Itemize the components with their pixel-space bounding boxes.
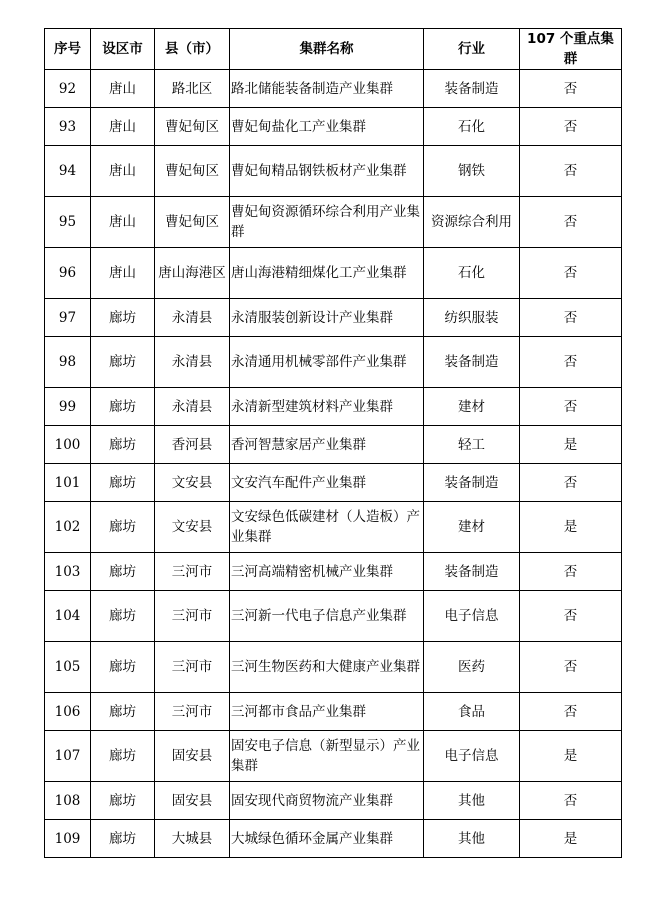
cell-city: 廊坊 [91,388,155,426]
cell-cluster-name: 固安电子信息（新型显示）产业集群 [230,731,424,782]
cell-no: 109 [45,820,91,858]
cell-county: 路北区 [155,70,230,108]
cell-cluster-name: 曹妃甸盐化工产业集群 [230,108,424,146]
table-row [45,146,622,197]
cell-no: 92 [45,70,91,108]
cell-industry: 电子信息 [424,731,520,782]
cell-industry: 装备制造 [424,553,520,591]
cell-city: 廊坊 [91,731,155,782]
cell-county: 曹妃甸区 [155,108,230,146]
cell-cluster-name: 香河智慧家居产业集群 [230,426,424,464]
cell-industry: 建材 [424,502,520,553]
cell-key-cluster: 否 [520,108,622,146]
cell-county: 固安县 [155,731,230,782]
cell-county: 三河市 [155,642,230,693]
cell-key-cluster: 否 [520,782,622,820]
table-row [45,337,622,388]
cell-no: 95 [45,197,91,248]
cell-key-cluster: 否 [520,197,622,248]
cell-industry: 其他 [424,782,520,820]
cell-industry: 其他 [424,820,520,858]
table-row [45,299,622,337]
table-row [45,553,622,591]
table-row [45,464,622,502]
cell-city: 唐山 [91,108,155,146]
table-row [45,731,622,782]
cell-key-cluster: 是 [520,502,622,553]
cell-cluster-name: 三河新一代电子信息产业集群 [230,591,424,642]
table-row [45,248,622,299]
cell-no: 105 [45,642,91,693]
cell-cluster-name: 文安绿色低碳建材（人造板）产业集群 [230,502,424,553]
cell-city: 廊坊 [91,820,155,858]
cell-industry: 建材 [424,388,520,426]
cell-city: 廊坊 [91,553,155,591]
table-header-row [45,29,622,70]
cell-cluster-name: 永清新型建筑材料产业集群 [230,388,424,426]
cell-no: 99 [45,388,91,426]
cell-no: 94 [45,146,91,197]
table-row [45,693,622,731]
cell-cluster-name: 永清通用机械零部件产业集群 [230,337,424,388]
cell-no: 96 [45,248,91,299]
header-city: 设区市 [91,29,155,70]
cell-county: 永清县 [155,388,230,426]
cell-cluster-name: 文安汽车配件产业集群 [230,464,424,502]
cell-city: 唐山 [91,197,155,248]
table-row [45,108,622,146]
cell-county: 曹妃甸区 [155,197,230,248]
cell-key-cluster: 否 [520,146,622,197]
table-row [45,426,622,464]
cell-city: 唐山 [91,146,155,197]
cell-industry: 纺织服装 [424,299,520,337]
cell-cluster-name: 三河高端精密机械产业集群 [230,553,424,591]
cell-county: 永清县 [155,337,230,388]
cell-no: 108 [45,782,91,820]
cell-city: 唐山 [91,70,155,108]
cell-no: 103 [45,553,91,591]
table-row [45,70,622,108]
table-row [45,820,622,858]
cell-key-cluster: 是 [520,820,622,858]
cell-key-cluster: 否 [520,591,622,642]
cell-county: 大城县 [155,820,230,858]
header-cluster-name: 集群名称 [230,29,424,70]
cell-industry: 装备制造 [424,337,520,388]
table-row [45,782,622,820]
cell-key-cluster: 否 [520,388,622,426]
cell-city: 廊坊 [91,502,155,553]
table-row [45,591,622,642]
cell-key-cluster: 否 [520,553,622,591]
cell-county: 三河市 [155,591,230,642]
cell-city: 廊坊 [91,337,155,388]
table-row [45,642,622,693]
cell-industry: 食品 [424,693,520,731]
cell-cluster-name: 曹妃甸精品钢铁板材产业集群 [230,146,424,197]
cell-key-cluster: 否 [520,464,622,502]
cell-county: 永清县 [155,299,230,337]
cell-county: 文安县 [155,464,230,502]
cell-key-cluster: 否 [520,70,622,108]
table-row [45,502,622,553]
cell-city: 廊坊 [91,299,155,337]
table-body [45,70,622,858]
table-row [45,388,622,426]
cell-cluster-name: 大城绿色循环金属产业集群 [230,820,424,858]
cell-no: 97 [45,299,91,337]
cell-industry: 医药 [424,642,520,693]
cell-industry: 石化 [424,108,520,146]
cell-city: 廊坊 [91,464,155,502]
cell-industry: 资源综合利用 [424,197,520,248]
header-industry: 行业 [424,29,520,70]
cell-cluster-name: 永清服装创新设计产业集群 [230,299,424,337]
cell-county: 唐山海港区 [155,248,230,299]
table-row [45,197,622,248]
cell-cluster-name: 固安现代商贸物流产业集群 [230,782,424,820]
cell-industry: 轻工 [424,426,520,464]
cell-county: 曹妃甸区 [155,146,230,197]
cell-county: 香河县 [155,426,230,464]
cell-no: 102 [45,502,91,553]
cell-industry: 装备制造 [424,464,520,502]
cell-key-cluster: 否 [520,248,622,299]
cell-no: 106 [45,693,91,731]
cell-key-cluster: 是 [520,426,622,464]
cell-no: 93 [45,108,91,146]
cell-county: 固安县 [155,782,230,820]
header-key-cluster: 107 个重点集群 [520,29,622,70]
header-county: 县（市） [155,29,230,70]
cell-no: 107 [45,731,91,782]
cell-city: 廊坊 [91,693,155,731]
cell-key-cluster: 否 [520,337,622,388]
header-no: 序号 [45,29,91,70]
cell-county: 文安县 [155,502,230,553]
cell-key-cluster: 是 [520,731,622,782]
cell-industry: 装备制造 [424,70,520,108]
cell-industry: 石化 [424,248,520,299]
cell-cluster-name: 三河都市食品产业集群 [230,693,424,731]
cell-no: 100 [45,426,91,464]
cell-county: 三河市 [155,693,230,731]
cell-county: 三河市 [155,553,230,591]
cell-cluster-name: 三河生物医药和大健康产业集群 [230,642,424,693]
cell-cluster-name: 路北储能装备制造产业集群 [230,70,424,108]
cell-key-cluster: 否 [520,693,622,731]
cell-key-cluster: 否 [520,642,622,693]
cell-no: 101 [45,464,91,502]
cell-no: 98 [45,337,91,388]
cell-city: 唐山 [91,248,155,299]
cell-city: 廊坊 [91,642,155,693]
industry-cluster-table [44,28,622,858]
cell-city: 廊坊 [91,782,155,820]
cell-industry: 钢铁 [424,146,520,197]
cell-city: 廊坊 [91,591,155,642]
cell-city: 廊坊 [91,426,155,464]
cell-key-cluster: 否 [520,299,622,337]
cell-cluster-name: 曹妃甸资源循环综合利用产业集群 [230,197,424,248]
cell-cluster-name: 唐山海港精细煤化工产业集群 [230,248,424,299]
cell-no: 104 [45,591,91,642]
cell-industry: 电子信息 [424,591,520,642]
